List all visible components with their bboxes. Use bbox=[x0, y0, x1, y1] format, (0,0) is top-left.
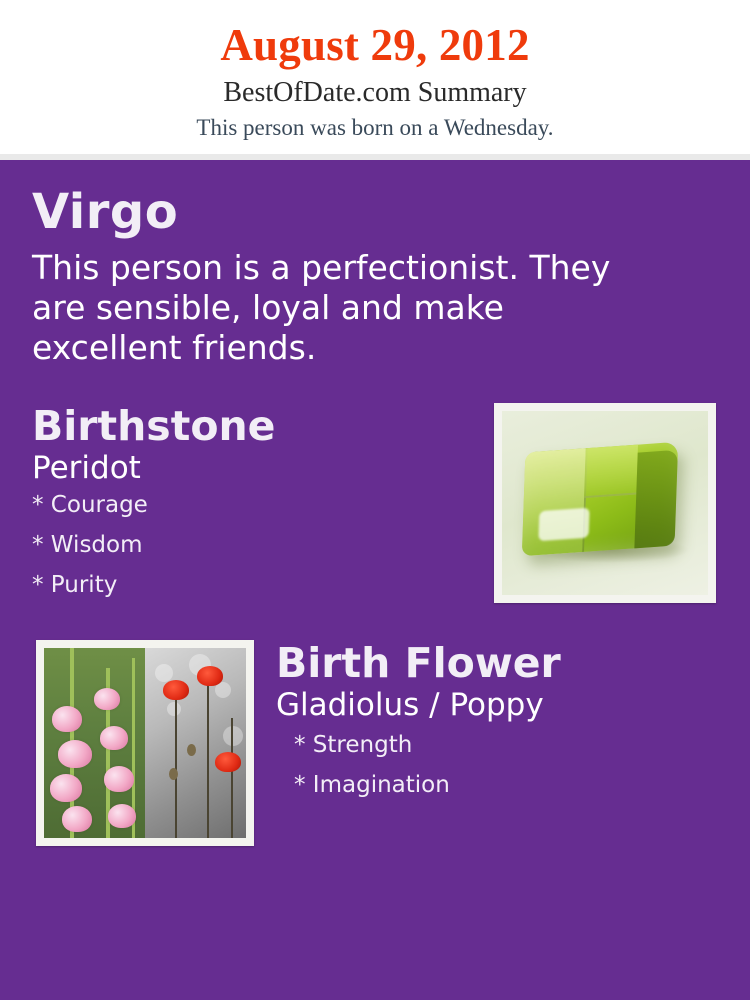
birth-flower-trait: * Imagination bbox=[294, 771, 450, 798]
birthstone-name: Peridot bbox=[32, 449, 141, 486]
gladiolus-bloom bbox=[62, 806, 92, 832]
poppy-stem bbox=[175, 692, 177, 838]
born-day-text: This person was born on a Wednesday. bbox=[196, 115, 554, 141]
poppy-bloom bbox=[197, 666, 223, 686]
birth-flower-title: Birth Flower bbox=[276, 639, 561, 688]
bokeh-circle bbox=[167, 702, 181, 716]
gladiolus-bloom bbox=[104, 766, 134, 792]
zodiac-sign-name: Virgo bbox=[32, 183, 179, 240]
gem-body bbox=[522, 441, 678, 555]
birth-flower-text bbox=[254, 640, 561, 814]
birthstone-text bbox=[32, 403, 275, 615]
zodiac-description: This person is a perfectionist. They are sensible, loyal and make excellent friends. bbox=[32, 247, 611, 368]
page-title: August 29, 2012 bbox=[220, 20, 530, 70]
birthstone-section bbox=[32, 403, 720, 615]
birthstone-trait: * Purity bbox=[32, 572, 118, 599]
gladiolus-bloom bbox=[100, 726, 128, 750]
details-panel bbox=[0, 160, 750, 1000]
gladiolus-bloom bbox=[52, 706, 82, 732]
site-subtitle: BestOfDate.com Summary bbox=[223, 77, 527, 109]
gladiolus-bloom bbox=[94, 688, 120, 710]
birthstone-trait: * Wisdom bbox=[32, 532, 143, 559]
birth-flower-section bbox=[32, 640, 720, 846]
gladiolus-bloom bbox=[58, 740, 92, 768]
birthstone-title: Birthstone bbox=[32, 401, 276, 450]
bokeh-circle bbox=[223, 726, 243, 746]
birthstone-trait: * Courage bbox=[32, 492, 148, 519]
poppy-bloom bbox=[163, 680, 189, 700]
birthstone-photo-frame bbox=[494, 403, 716, 603]
gladiolus-and-poppy-photo bbox=[44, 648, 246, 838]
birth-flower-trait: * Strength bbox=[294, 731, 413, 758]
poppy-bloom bbox=[215, 752, 241, 772]
gladiolus-bloom bbox=[108, 804, 136, 828]
poppy-stem bbox=[207, 678, 209, 838]
peridot-gemstone-photo bbox=[502, 411, 708, 595]
gladiolus-photo-half bbox=[44, 648, 145, 838]
poppy-photo-half bbox=[145, 648, 246, 838]
birth-flower-photo-frame bbox=[36, 640, 254, 846]
gladiolus-bloom bbox=[50, 774, 82, 802]
poppy-stem bbox=[231, 718, 233, 838]
poppy-bud bbox=[187, 744, 196, 756]
bokeh-circle bbox=[155, 664, 173, 682]
gem-highlight bbox=[538, 507, 589, 540]
gem-facet bbox=[584, 444, 638, 498]
card-header bbox=[0, 0, 750, 154]
gem-facet bbox=[634, 449, 678, 548]
birth-flower-name: Gladiolus / Poppy bbox=[276, 687, 544, 724]
